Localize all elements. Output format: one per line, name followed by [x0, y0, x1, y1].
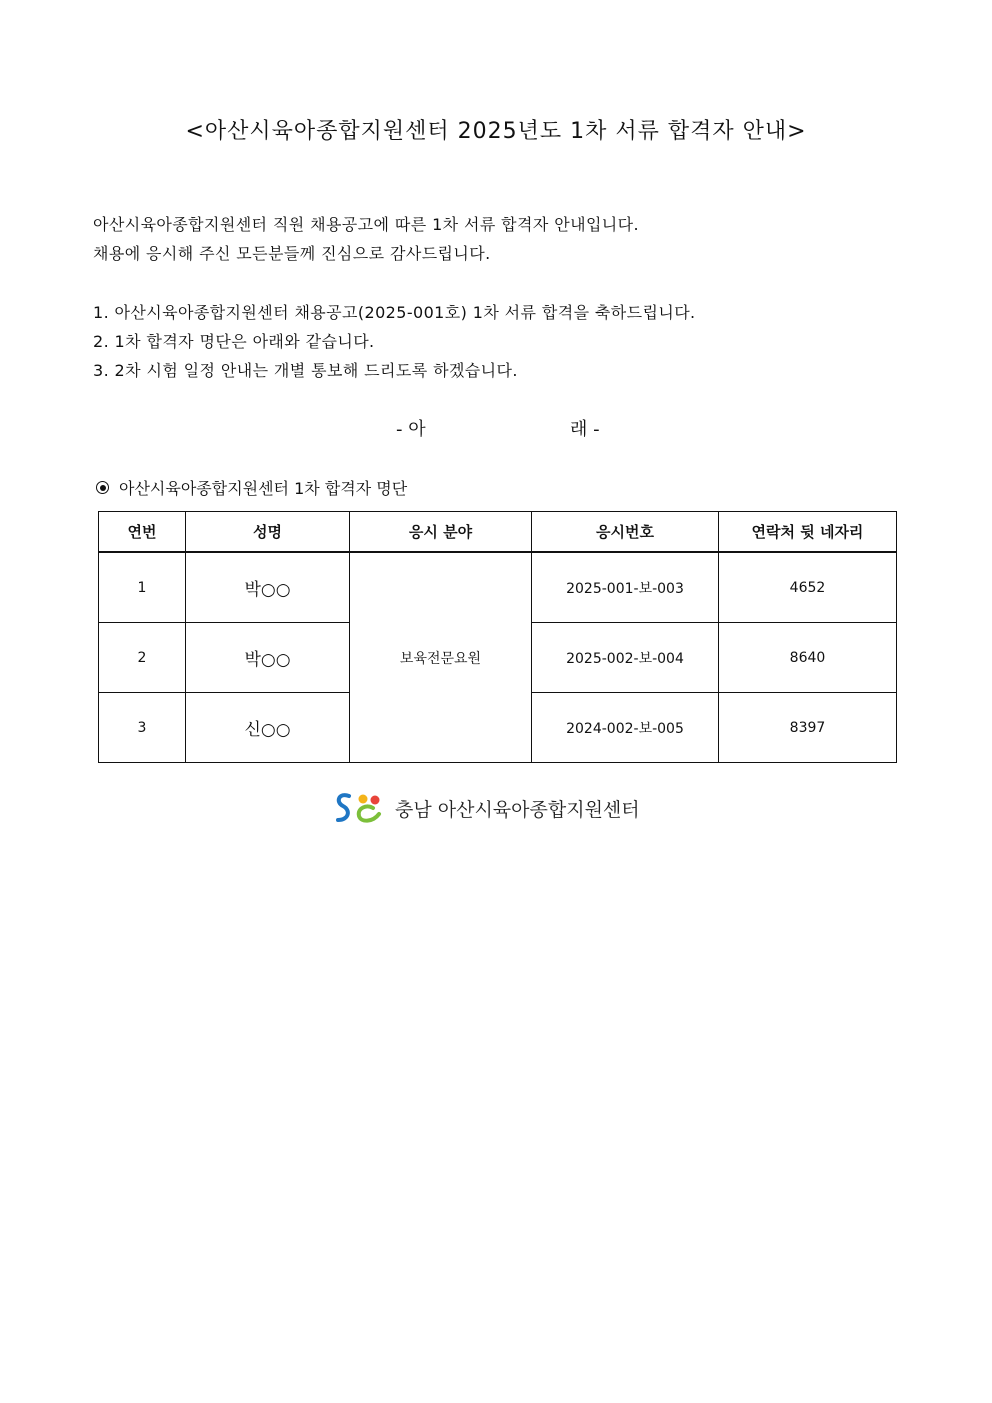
center-logo-icon	[333, 790, 389, 826]
row-name: 박○○	[186, 552, 350, 623]
document-title: <아산시육아종합지원센터 2025년도 1차 서류 합격자 안내>	[185, 119, 807, 144]
item-line-1: 1. 아산시육아종합지원센터 채용공고(2025-001호) 1차 서류 합격을 축하드립니다.	[93, 303, 696, 322]
header-exam-no: 응시번호	[532, 512, 719, 553]
header-field: 응시 분야	[350, 512, 532, 553]
row-exam-no: 2025-002-보-004	[532, 623, 719, 693]
row-no: 2	[99, 623, 186, 693]
row-no: 1	[99, 552, 186, 623]
row-name: 박○○	[186, 623, 350, 693]
ara-right: 래 -	[570, 419, 600, 440]
section-heading-text: 아산시육아종합지원센터 1차 합격자 명단	[119, 479, 408, 498]
row-field: 보육전문요원	[350, 552, 532, 763]
item-line-2: 2. 1차 합격자 명단은 아래와 같습니다.	[93, 332, 375, 351]
applicant-table	[98, 511, 897, 763]
row-phone: 8640	[719, 623, 897, 693]
row-exam-no: 2025-001-보-003	[532, 552, 719, 623]
ara-left: - 아	[396, 419, 426, 440]
radio-bullet-icon	[96, 481, 109, 494]
table-header-row	[99, 512, 897, 553]
row-name: 신○○	[186, 693, 350, 763]
center-logo-text: 충남 아산시육아종합지원센터	[395, 798, 640, 821]
row-no: 3	[99, 693, 186, 763]
section-heading	[93, 476, 407, 499]
item-line-3: 3. 2차 시험 일정 안내는 개별 통보해 드리도록 하겠습니다.	[93, 361, 518, 380]
row-exam-no: 2024-002-보-005	[532, 693, 719, 763]
row-phone: 4652	[719, 552, 897, 623]
header-phone: 연락처 뒷 네자리	[719, 512, 897, 553]
center-logo	[333, 790, 640, 826]
header-no: 연번	[99, 512, 186, 553]
intro-line-1: 아산시육아종합지원센터 직원 채용공고에 따른 1차 서류 합격자 안내입니다.	[93, 215, 640, 234]
intro-line-2: 채용에 응시해 주신 모든분들께 진심으로 감사드립니다.	[93, 244, 491, 263]
table-row	[99, 552, 897, 623]
header-name: 성명	[186, 512, 350, 553]
row-phone: 8397	[719, 693, 897, 763]
